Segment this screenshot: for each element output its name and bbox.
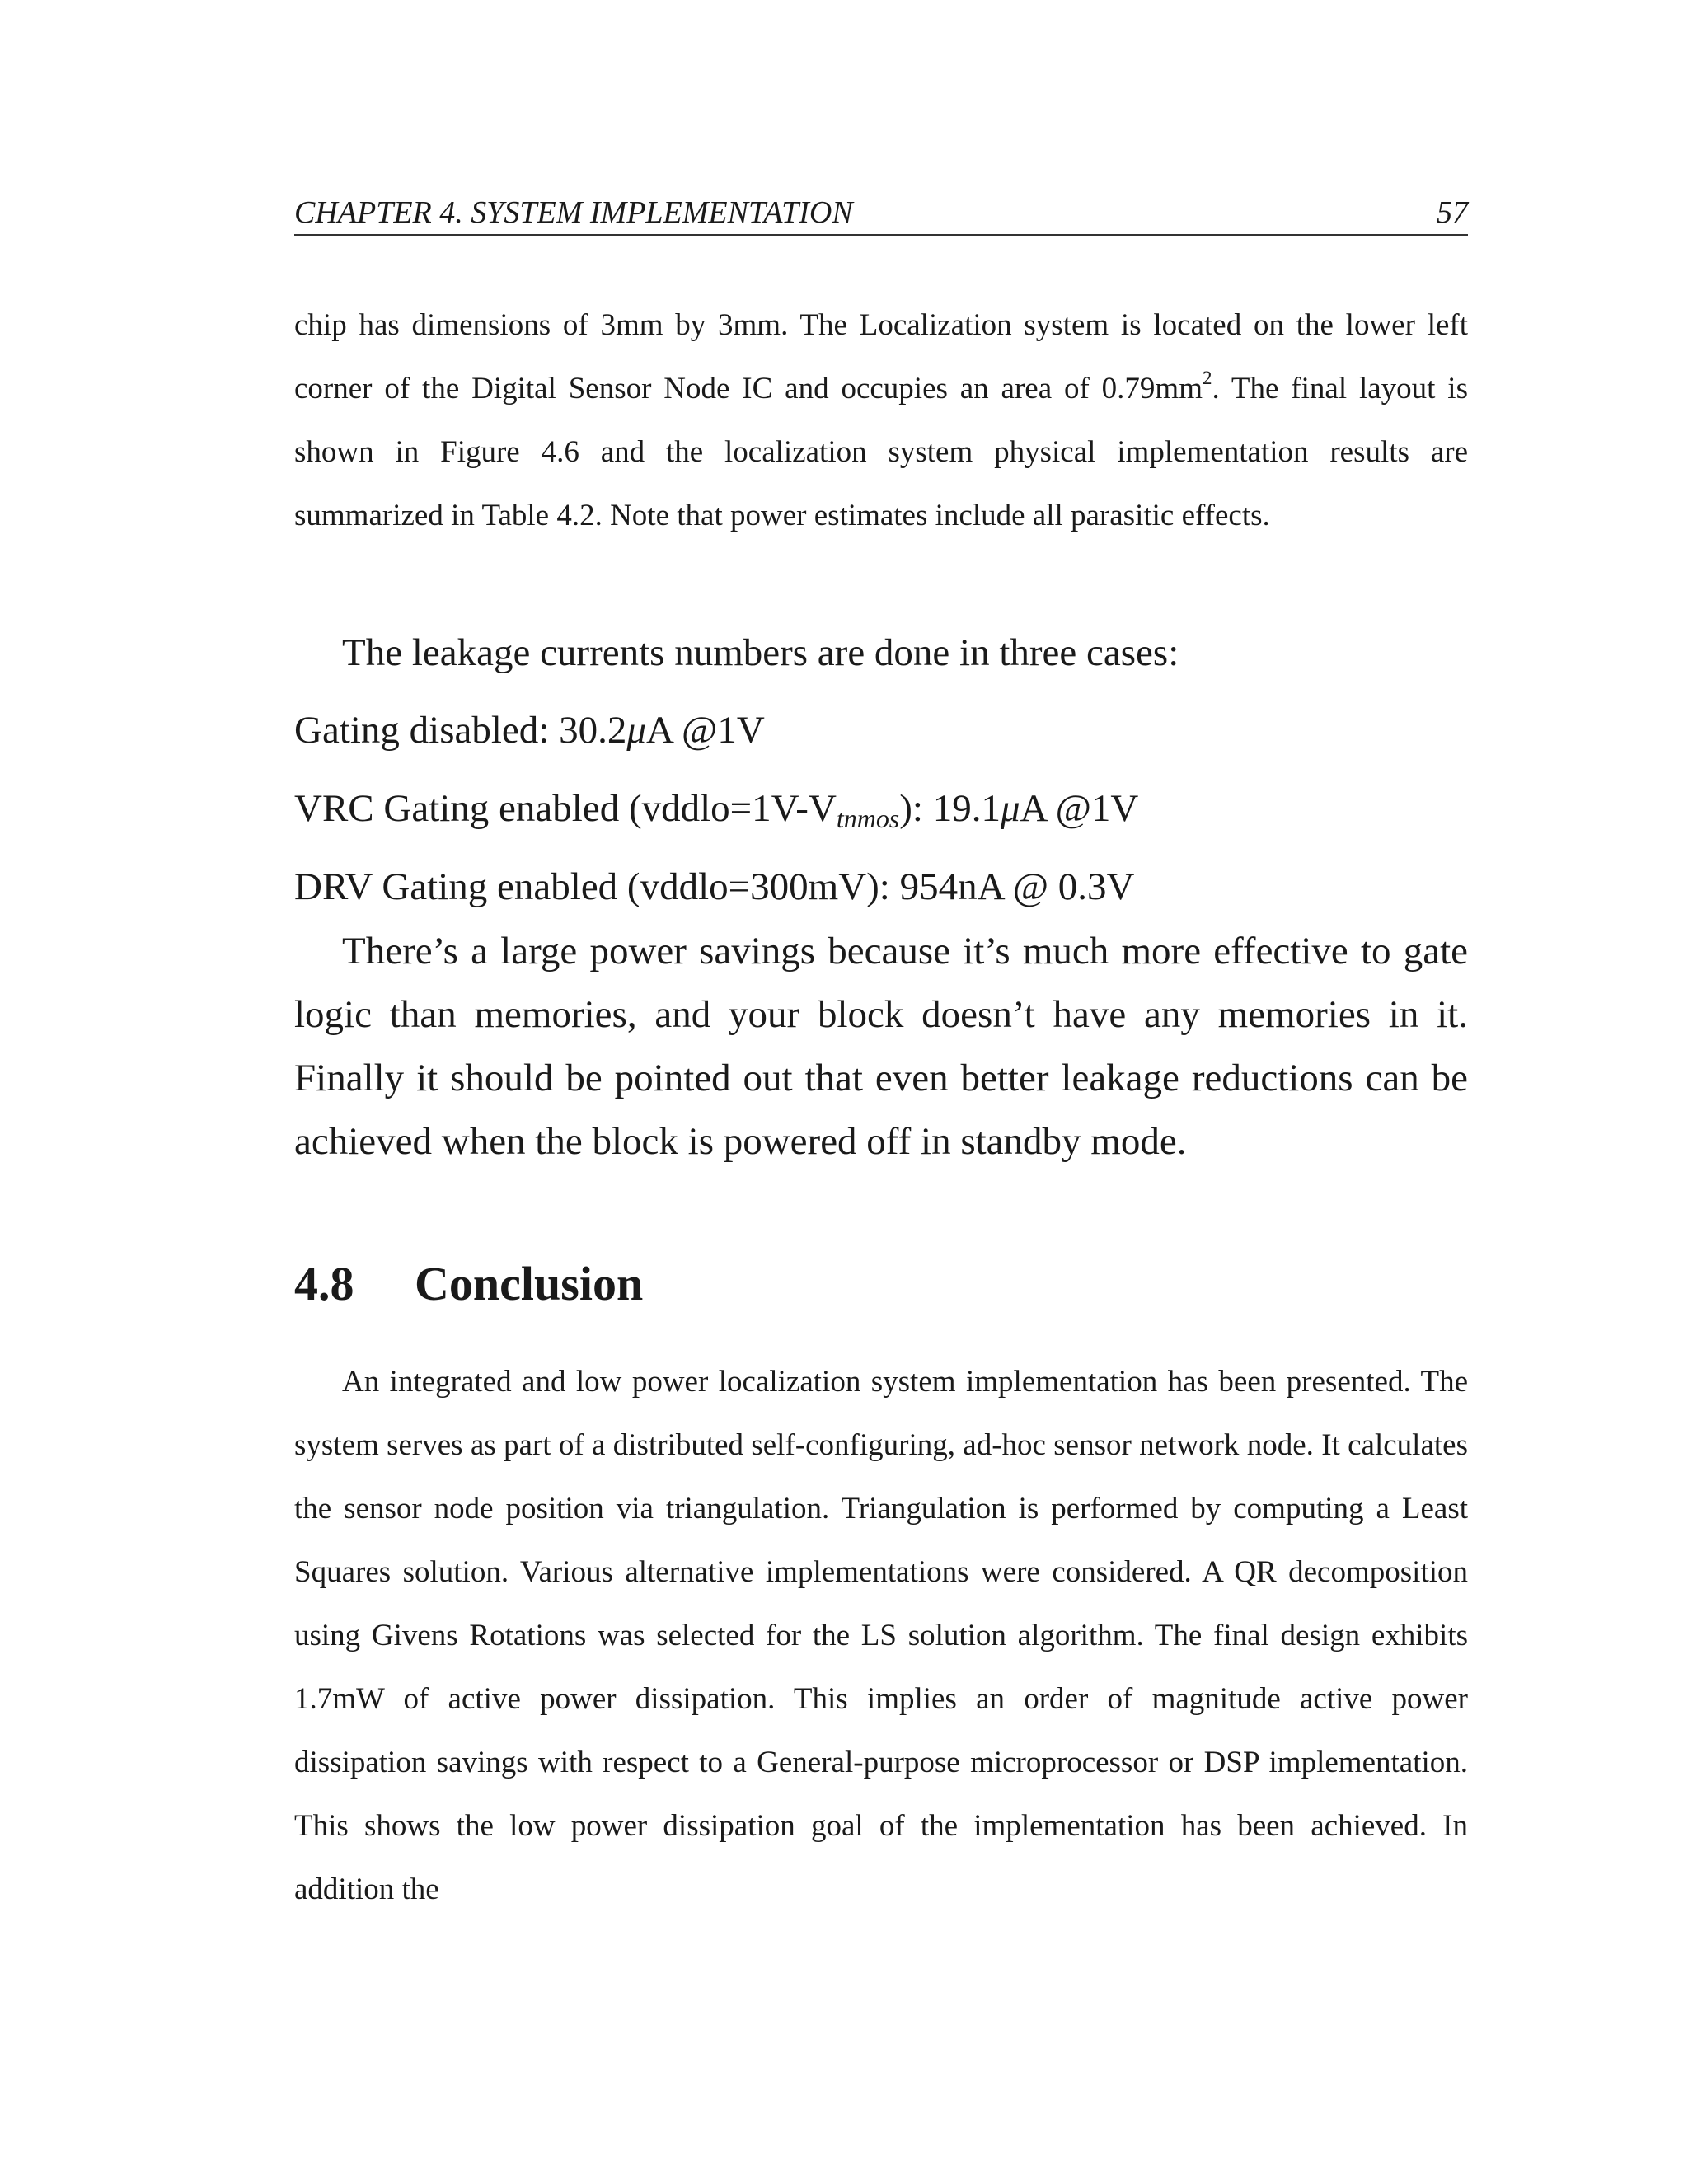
case-text: Gating disabled: 30.2 [294, 709, 627, 752]
leakage-case-drv-gating: DRV Gating enabled (vddlo=300mV): 954nA @ 0.3V [294, 865, 1135, 908]
micro-symbol: μ [626, 709, 646, 752]
micro-symbol: μ [1000, 787, 1020, 830]
document-page [294, 0, 1468, 2184]
case-text: VRC Gating enabled (vddlo=1V-V [294, 787, 837, 830]
paragraph-chip-dimensions [294, 293, 1468, 547]
chapter-title: CHAPTER 4. SYSTEM IMPLEMENTATION [294, 195, 853, 230]
section-title: Conclusion [415, 1257, 644, 1310]
section-heading [294, 1251, 643, 1317]
paragraph-text: . The final layout is shown in Figure 4.6 and the localization system physical implementation results are summarized in Table 4.2. Note that power estimates include all parasitic effects. [294, 372, 1468, 532]
page-number: 57 [1437, 195, 1468, 230]
case-text: A @1V [645, 709, 765, 752]
section-number: 4.8 [294, 1257, 354, 1310]
paragraph-text: chip has dimensions of 3mm by 3mm. The Localization system is located on the lower left corner of the Digital Sensor Node IC and occupies an area of 0.79mm [294, 308, 1468, 405]
leakage-conclusion-paragraph: There’s a large power savings because it’s much more effective to gate logic than memories, and your block doesn’t have any memories in it. Finally it should be pointed out that even better leakage reductions can be achieved when the block is powered off in standby mode. [294, 930, 1468, 1163]
running-header [294, 191, 1468, 236]
leakage-case-vrc-gating [294, 777, 1468, 841]
paragraph-conclusion: An integrated and low power localization system implementation has been presented. The system serves as part of a distributed self-configuring, ad-hoc sensor network node. It calculates the sensor node position via triangulation. Triangulation is performed by computing a Least Squares solution. Various alternative implementations were considered. A QR decomposition using Givens Rotations was selected for the LS solution algorithm. The final design exhibits 1.7mW of active power dissipation. This implies an order of magnitude active power dissipation savings with respect to a General-purpose microprocessor or DSP implementation. This shows the low power dissipation goal of the implementation has been achieved. In addition the [294, 1365, 1468, 1906]
superscript: 2 [1203, 367, 1212, 388]
case-text: A @1V [1020, 787, 1139, 830]
case-text: ): 19.1 [899, 787, 1001, 830]
subscript: tnmos [836, 804, 900, 833]
leakage-case-gating-disabled [294, 699, 1468, 762]
leakage-intro: The leakage currents numbers are done in three cases: [342, 631, 1179, 674]
